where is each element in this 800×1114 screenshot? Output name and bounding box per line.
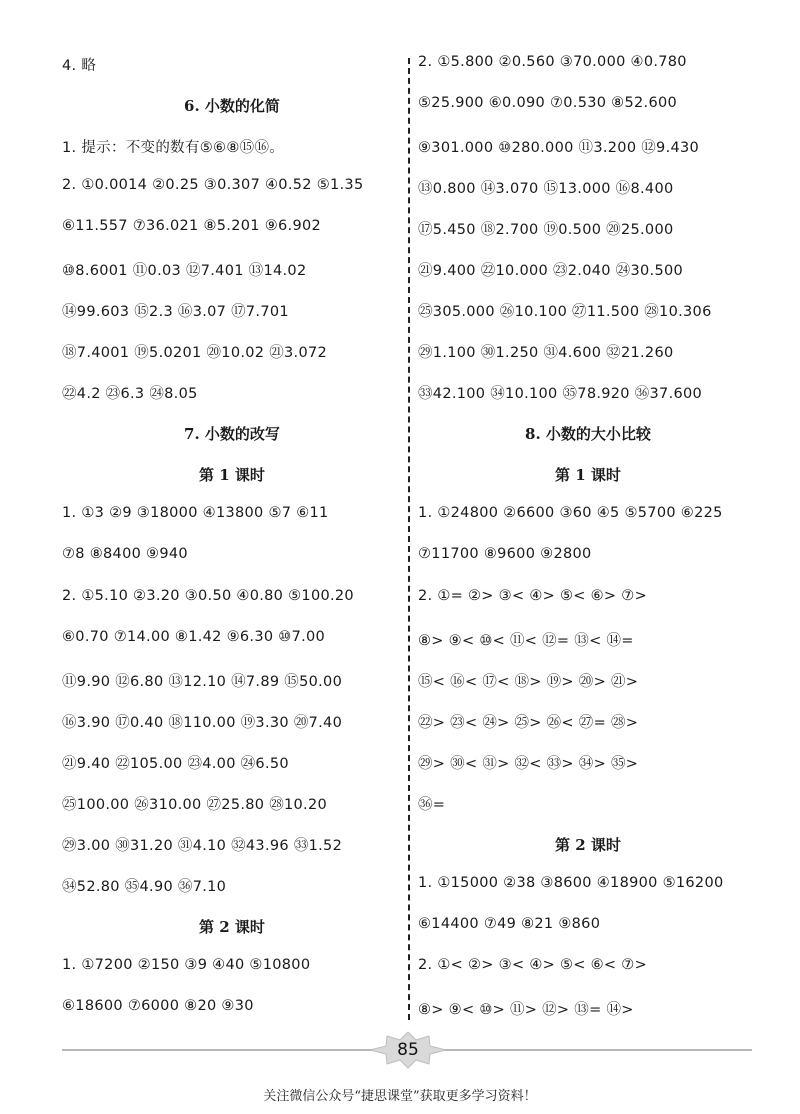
answer-line: ⑥0.70 ⑦14.00 ⑧1.42 ⑨6.30 ⑩7.00 — [62, 629, 326, 645]
answer-line: ㉕100.00 ㉖310.00 ㉗25.80 ㉘10.20 — [62, 797, 328, 813]
answer-line: 1. ①15000 ②38 ③8600 ④18900 ⑤16200 — [418, 875, 724, 891]
lesson-heading: 第 1 课时 — [555, 466, 621, 484]
lesson-heading: 第 2 课时 — [555, 836, 621, 854]
answer-line: ㉙3.00 ㉚31.20 ㉛4.10 ㉜43.96 ㉝1.52 — [62, 838, 343, 854]
lesson-heading: 第 1 课时 — [199, 466, 265, 484]
answer-line: ㉒4.2 ㉓6.3 ㉔8.05 — [62, 386, 198, 402]
answer-line: 1. ①3 ②9 ③18000 ④13800 ⑤7 ⑥11 — [62, 505, 329, 521]
answer-line: ㊱= — [418, 797, 446, 813]
lesson-heading: 第 2 课时 — [199, 918, 265, 936]
answer-line: 2. ①< ②> ③< ④> ⑤< ⑥< ⑦> — [418, 957, 648, 973]
answer-line: ⑯3.90 ⑰0.40 ⑱110.00 ⑲3.30 ⑳7.40 — [62, 715, 343, 731]
answer-line: 1. 提示：不变的数有⑤⑥⑧⑮⑯。 — [62, 140, 285, 156]
answer-line: ⑥14400 ⑦49 ⑧21 ⑨860 — [418, 916, 601, 932]
column-divider — [408, 58, 410, 1020]
answer-line: ⑪9.90 ⑫6.80 ⑬12.10 ⑭7.89 ⑮50.00 — [62, 674, 343, 690]
answer-line: ⑧> ⑨< ⑩< ⑪< ⑫= ⑬< ⑭= — [418, 633, 634, 649]
page-number: 85 — [397, 1040, 419, 1060]
answer-line: ㉝42.100 ㉞10.100 ㉟78.920 ㊱37.600 — [418, 386, 703, 402]
answer-line: 4. 略 — [62, 58, 97, 74]
answer-line: 1. ①24800 ②6600 ③60 ④5 ⑤5700 ⑥225 — [418, 505, 723, 521]
answer-line: ⑤25.900 ⑥0.090 ⑦0.530 ⑧52.600 — [418, 95, 678, 111]
answer-line: ㉕305.000 ㉖10.100 ㉗11.500 ㉘10.306 — [418, 304, 712, 320]
answer-line: ㉒> ㉓< ㉔> ㉕> ㉖< ㉗= ㉘> — [418, 715, 639, 731]
page-number-badge — [366, 1031, 450, 1069]
answer-line: ⑮< ⑯< ⑰< ⑱> ⑲> ⑳> ㉑> — [418, 674, 639, 690]
answer-line: 2. ①0.0014 ②0.25 ③0.307 ④0.52 ⑤1.35 — [62, 177, 364, 193]
footer-note: 关注微信公众号“捷思课堂”获取更多学习资料！ — [263, 1089, 537, 1104]
answer-line: ⑭99.603 ⑮2.3 ⑯3.07 ⑰7.701 — [62, 304, 289, 320]
answer-line: ⑰5.450 ⑱2.700 ⑲0.500 ⑳25.000 — [418, 222, 674, 238]
answer-line: 2. ①5.800 ②0.560 ③70.000 ④0.780 — [418, 54, 687, 70]
answer-line: ⑦11700 ⑧9600 ⑨2800 — [418, 546, 592, 562]
section-heading: 7. 小数的改写 — [184, 425, 280, 443]
answer-line: ㉑9.400 ㉒10.000 ㉓2.040 ㉔30.500 — [418, 263, 684, 279]
answer-line: ⑱7.4001 ⑲5.0201 ⑳10.02 ㉑3.072 — [62, 345, 328, 361]
answer-line: ⑧> ⑨< ⑩> ⑪> ⑫> ⑬= ⑭> — [418, 1002, 634, 1018]
answer-line: ⑥11.557 ⑦36.021 ⑧5.201 ⑨6.902 — [62, 218, 322, 234]
answer-line: ⑥18600 ⑦6000 ⑧20 ⑨30 — [62, 998, 254, 1014]
answer-line: ㉙> ㉚< ㉛> ㉜< ㉝> ㉞> ㉟> — [418, 756, 639, 772]
answer-line: 2. ①5.10 ②3.20 ③0.50 ④0.80 ⑤100.20 — [62, 588, 354, 604]
answer-line: ⑩8.6001 ⑪0.03 ⑫7.401 ⑬14.02 — [62, 263, 307, 279]
answer-line: ㉑9.40 ㉒105.00 ㉓4.00 ㉔6.50 — [62, 756, 289, 772]
answer-line: ⑦8 ⑧8400 ⑨940 — [62, 546, 188, 562]
answer-line: ㉙1.100 ㉚1.250 ㉛4.600 ㉜21.260 — [418, 345, 674, 361]
answer-line: ⑨301.000 ⑩280.000 ⑪3.200 ⑫9.430 — [418, 140, 700, 156]
answer-line: 1. ①7200 ②150 ③9 ④40 ⑤10800 — [62, 957, 311, 973]
answer-line: 2. ①= ②> ③< ④> ⑤< ⑥> ⑦> — [418, 588, 648, 604]
answer-line: ⑬0.800 ⑭3.070 ⑮13.000 ⑯8.400 — [418, 181, 674, 197]
answer-line: ㉞52.80 ㉟4.90 ㊱7.10 — [62, 879, 227, 895]
section-heading: 6. 小数的化简 — [184, 97, 280, 115]
section-heading: 8. 小数的大小比较 — [525, 425, 651, 443]
